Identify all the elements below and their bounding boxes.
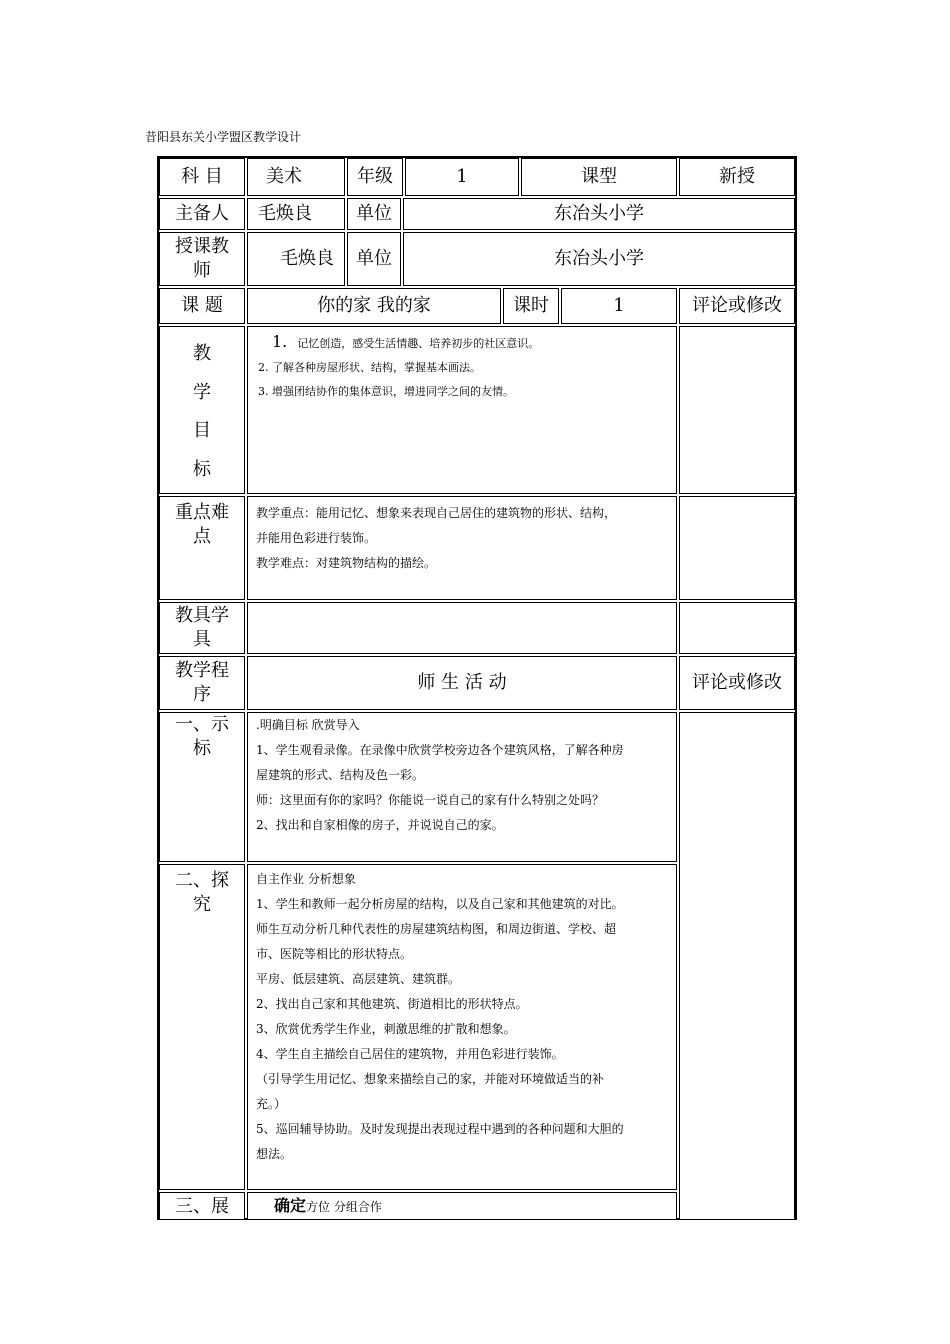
step3-big-text: 确定 xyxy=(274,1196,307,1215)
tools-content xyxy=(247,602,677,654)
step3-label: 三、展 xyxy=(159,1192,245,1220)
step3-text: 方位 分组合作 xyxy=(306,1200,382,1214)
objectives-label-char: 学 xyxy=(193,381,211,403)
step2-content: 自主作业 分析想象 1、学生和教师一起分析房屋的结构，以及自己家和其他建筑的对比。 师生互动分析几种代表性的房屋建筑结构图，和周边街道、学校、超 市、医院等相比的形状特点。 平房、低层建筑、高层建筑、建筑群。 2、找出自己家和其他建筑、街道相比的形状特点。 3、欣赏优秀学生作业，刺激思维的扩散和想象。 4、学生自主描绘自己居住的建筑物，并用色彩进行装饰。 （引导学生用记忆、想象来描绘自己的家，并能对环境做适当的补 充。） 5、巡回辅导协助。及时发现提出表现过程中遇到的各种问题和大胆的 想法。 xyxy=(247,864,677,1190)
hours-value: 1 xyxy=(561,288,677,324)
objectives-label-char: 教 xyxy=(193,343,211,365)
objective-item: 1. 记忆创造，感受生活情趣、培养初步的社区意识。 xyxy=(272,332,540,351)
step1-content: .明确目标 欣赏导入 1、学生观看录像。在录像中欣赏学校旁边各个建筑风格，了解各种房 屋建筑的形式、结构及色一彩。 师：这里面有你的家吗？你能说一说自己的家有什么特别之处吗？ 2、找出和自家相像的房子，并说说自己的家。 xyxy=(247,712,677,862)
objectives-content xyxy=(247,326,677,494)
teacher-unit-label: 单位 xyxy=(347,232,401,286)
tools-comment xyxy=(679,602,795,654)
objective-item: 3. 增强团结协作的集体意识，增进同学之间的友情。 xyxy=(258,385,514,398)
procedure-comment-header: 评论或修改 xyxy=(679,656,795,710)
teacher-value: 毛焕良 xyxy=(247,232,345,286)
procedure-label: 教学程序 xyxy=(159,656,245,710)
step3-content xyxy=(247,1192,677,1220)
tools-label: 教具学具 xyxy=(159,602,245,654)
step1-label: 一、示标 xyxy=(159,712,245,862)
preparer-unit-label: 单位 xyxy=(347,198,401,230)
keypoints-comment xyxy=(679,496,795,600)
teacher-label: 授课教师 xyxy=(159,232,245,286)
lesson-plan-table xyxy=(157,156,797,1220)
objectives-label-char: 目 xyxy=(193,420,211,442)
keypoints-content: 教学重点：能用记忆、想象来表现自己居住的建筑物的形状、结构， 并能用色彩进行装饰。 教学难点：对建筑物结构的描绘。 xyxy=(247,496,677,600)
objectives-label xyxy=(159,326,245,494)
topic-value: 你的家 我的家 xyxy=(247,288,501,324)
activity-header: 师 生 活 动 xyxy=(247,656,677,710)
topic-label: 课 题 xyxy=(159,288,245,324)
objective-item: 2. 了解各种房屋形状、结构，掌握基本画法。 xyxy=(258,361,481,374)
lesson-type-label: 课型 xyxy=(521,158,677,196)
subject-label: 科 目 xyxy=(159,158,245,196)
teacher-unit-value: 东冶头小学 xyxy=(403,232,795,286)
hours-label: 课时 xyxy=(503,288,559,324)
keypoints-label: 重点难点 xyxy=(159,496,245,600)
objectives-comment xyxy=(679,326,795,494)
comment-header: 评论或修改 xyxy=(679,288,795,324)
step2-label: 二、探究 xyxy=(159,864,245,1190)
preparer-label: 主备人 xyxy=(159,198,245,230)
grade-value: 1 xyxy=(405,158,519,196)
lesson-type-value: 新授 xyxy=(679,158,795,196)
preparer-value: 毛焕良 xyxy=(247,198,345,230)
document-header: 昔阳县东关小学盟区教学设计 xyxy=(145,130,302,144)
preparer-unit-value: 东冶头小学 xyxy=(403,198,795,230)
steps-comment xyxy=(679,712,795,1220)
grade-label: 年级 xyxy=(347,158,403,196)
subject-value: 美术 xyxy=(247,158,345,196)
objectives-label-char: 标 xyxy=(193,458,211,480)
